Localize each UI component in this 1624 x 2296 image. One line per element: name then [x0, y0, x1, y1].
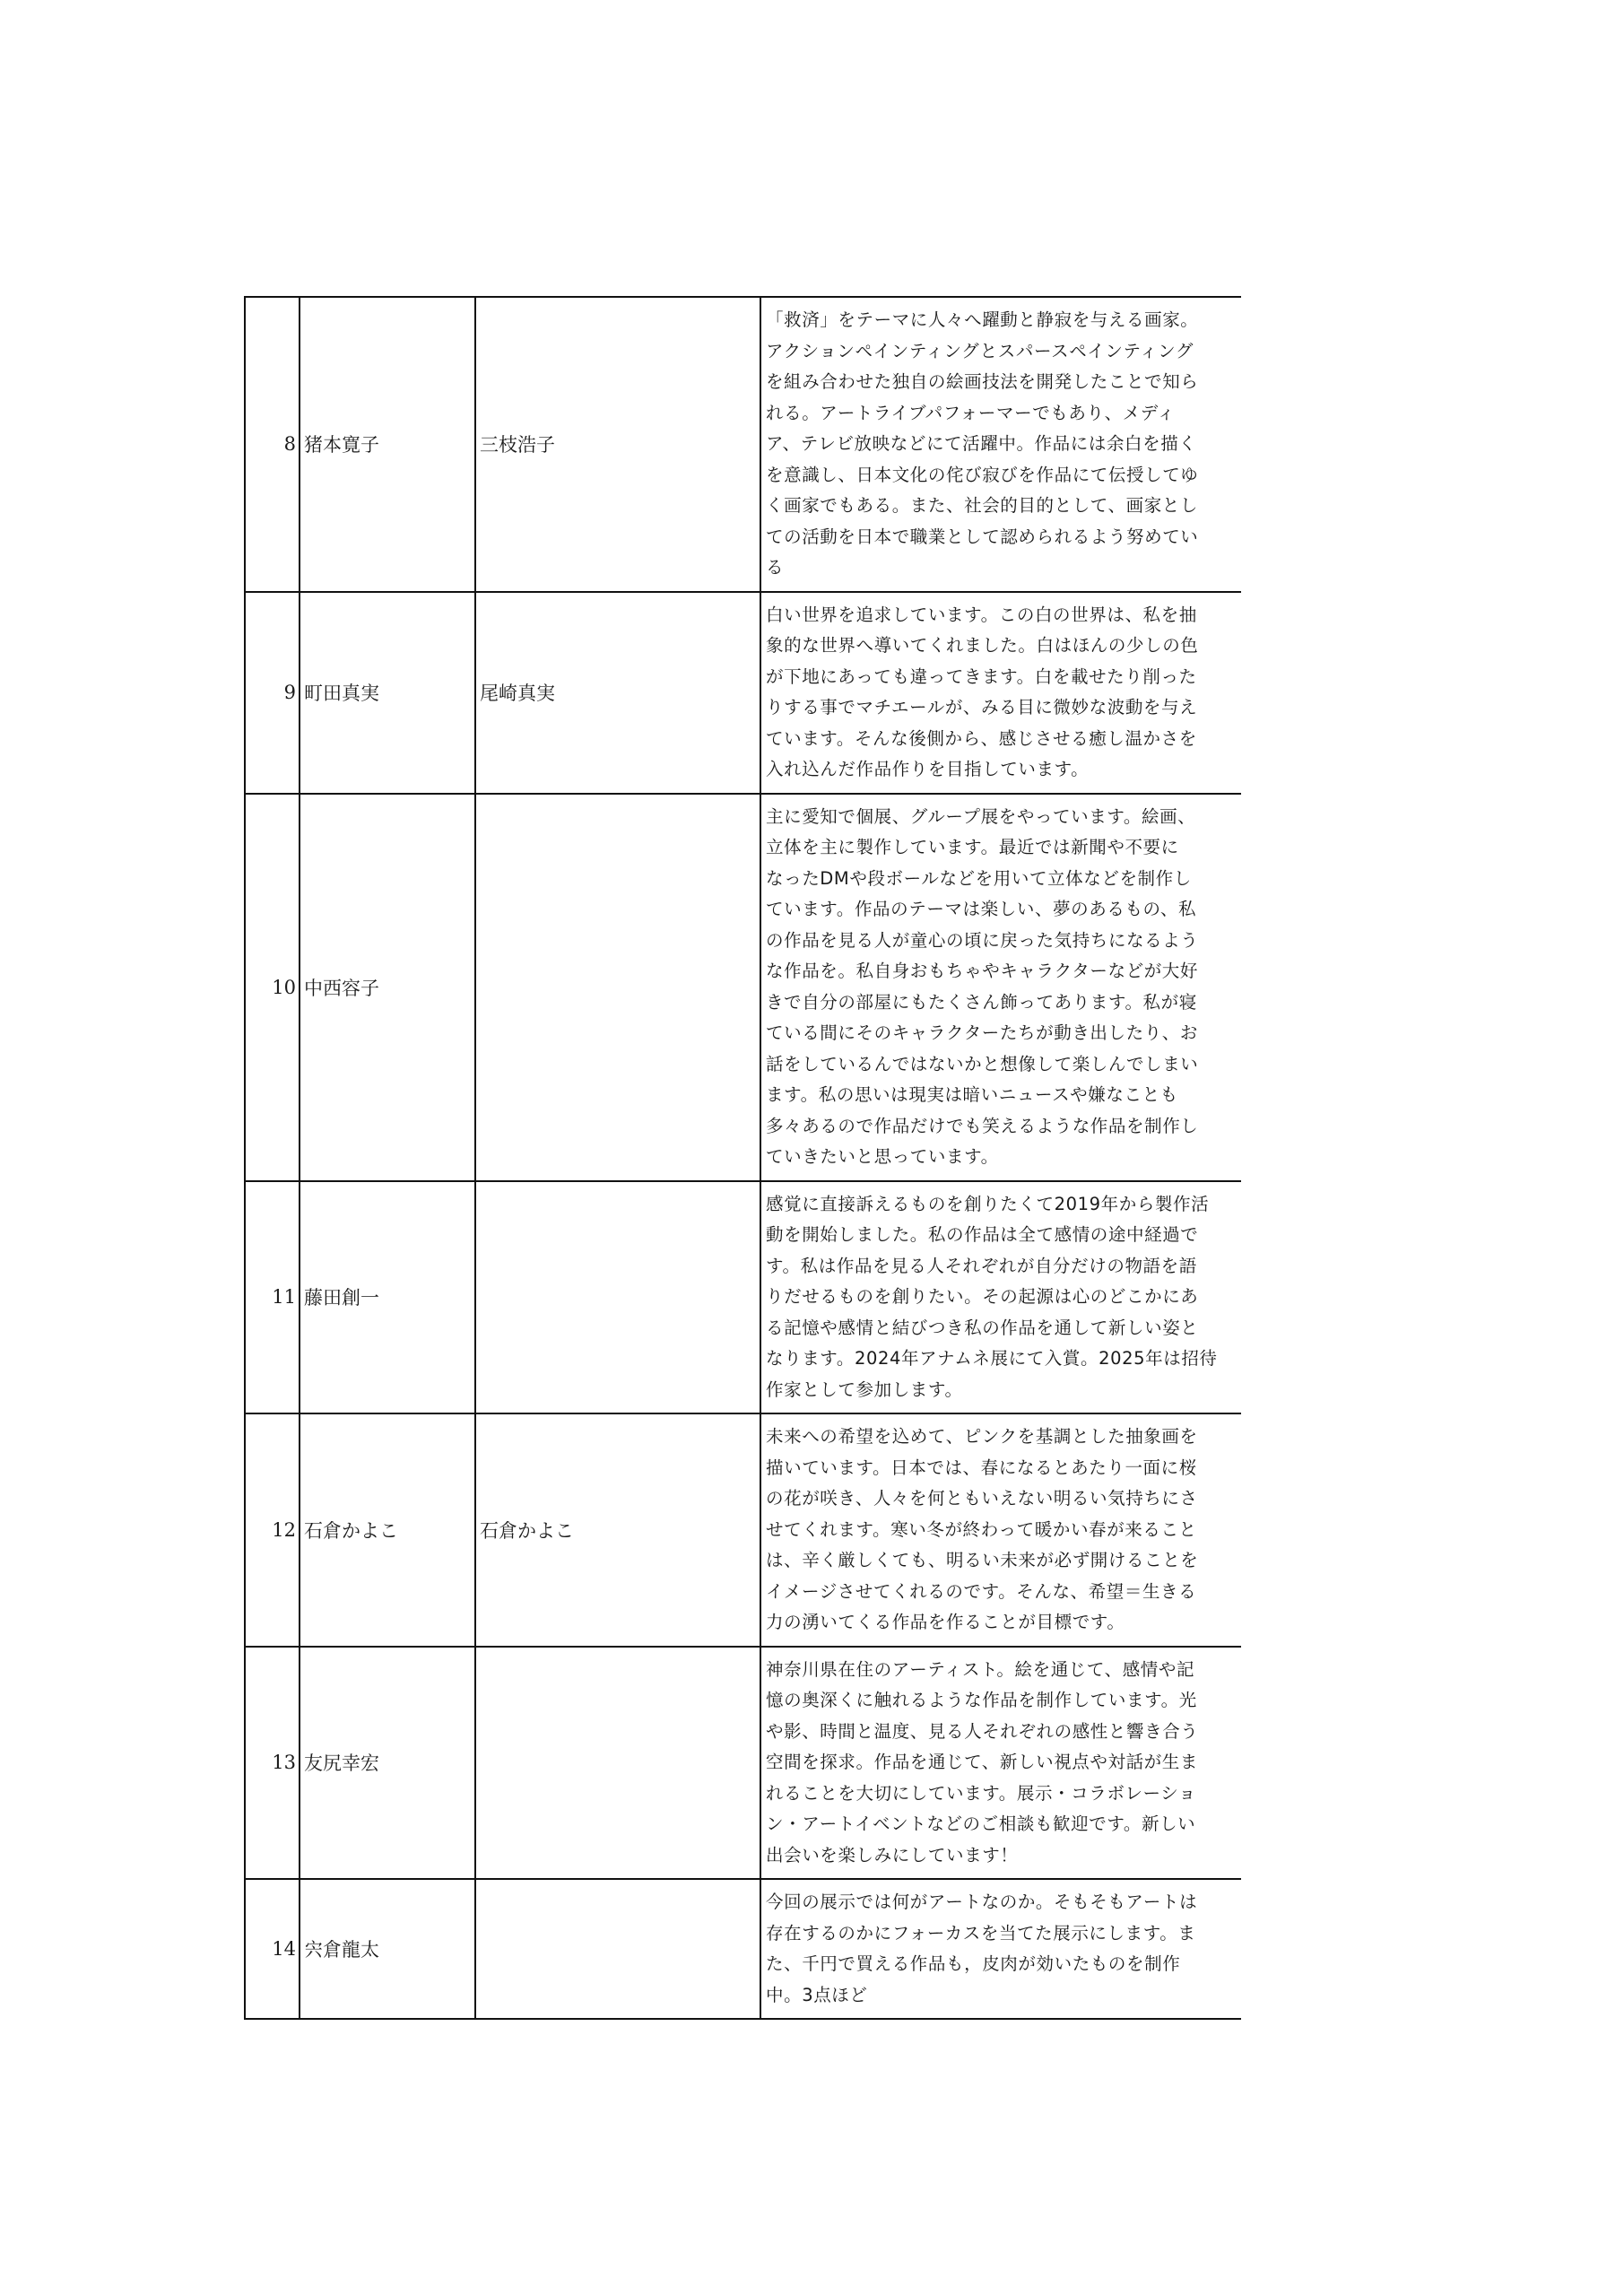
table-row	[245, 297, 1241, 592]
description-line: す。私は作品を見る人それぞれが自分だけの物語を語	[766, 1255, 1197, 1276]
description-line: ていきたいと思っています。	[766, 1146, 999, 1167]
description-line: 白い世界を追求しています。この白の世界は、私を抽	[766, 604, 1197, 625]
artist-table-body	[245, 297, 1241, 2019]
description-line: を組み合わせた独自の絵画技法を開発したことで知ら	[766, 371, 1199, 392]
description-line: なったDMや段ボールなどを用いて立体などを制作し	[766, 867, 1192, 889]
description-line: 多々あるので作品だけでも笑えるような作品を制作し	[766, 1115, 1199, 1136]
description-line: 作家として参加します。	[766, 1378, 963, 1400]
row-number: 9	[245, 592, 300, 794]
description-line: ています。そんな後側から、感じさせる癒し温かさを	[766, 727, 1197, 749]
artist-description	[760, 1413, 1241, 1647]
artist-alias	[475, 1647, 760, 1880]
artist-description	[760, 592, 1241, 794]
description-line: 空間を探求。作品を通じて、新しい視点や対話が生ま	[766, 1752, 1199, 1772]
description-line: 入れ込んだ作品作りを目指しています。	[766, 759, 1090, 779]
description-line: や影、時間と温度、見る人それぞれの感性と響き合う	[766, 1720, 1199, 1742]
artist-description	[760, 1181, 1241, 1414]
description-line: る	[766, 557, 785, 578]
table-row	[245, 1413, 1241, 1647]
row-number: 14	[245, 1879, 300, 2019]
table-row	[245, 1647, 1241, 1880]
artist-name: 中西容子	[300, 794, 475, 1181]
description-line: きで自分の部屋にもたくさん飾ってあります。私が寝	[766, 991, 1197, 1013]
description-line: 憶の奥深くに触れるような作品を制作しています。光	[766, 1690, 1197, 1710]
description-line: 出会いを楽しみにしています！	[766, 1844, 1019, 1866]
description-line: 感覚に直接訴えるものを創りたくて2019年から製作活	[766, 1193, 1210, 1214]
artist-alias	[475, 1879, 760, 2019]
row-number: 10	[245, 794, 300, 1181]
row-number: 8	[245, 297, 300, 592]
table-row	[245, 1879, 1241, 2019]
table-row	[245, 794, 1241, 1181]
description-line: ア、テレビ放映などにて活躍中。作品には余白を描く	[766, 433, 1197, 454]
description-line: なります。2024年アナムネ展にて入賞。2025年は招待	[766, 1348, 1218, 1369]
description-line: 描いています。日本では、春になるとあたり一面に桜	[766, 1457, 1197, 1478]
table-row	[245, 592, 1241, 794]
artist-description	[760, 794, 1241, 1181]
description-line: 象的な世界へ導いてくれました。白はほんの少しの色	[766, 635, 1199, 656]
artist-name: 石倉かよこ	[300, 1413, 475, 1647]
description-line: 中。3点ほど	[766, 1984, 868, 2005]
description-line: りする事でマチエールが、みる目に微妙な波動を与え	[766, 697, 1198, 718]
artist-name: 猪本寛子	[300, 297, 475, 592]
artist-alias	[475, 794, 760, 1181]
description-line: の花が咲き、人々を何ともいえない明るい気持ちにさ	[766, 1488, 1198, 1509]
description-line: た、千円で買える作品も，皮肉が効いたものを制作	[766, 1953, 1181, 1974]
artist-name: 宍倉龍太	[300, 1879, 475, 2019]
row-number: 13	[245, 1647, 300, 1880]
description-line: 動を開始しました。私の作品は全て感情の途中経過で	[766, 1224, 1199, 1245]
table-row	[245, 1181, 1241, 1414]
artist-name: 藤田創一	[300, 1181, 475, 1414]
description-line: 今回の展示では何がアートなのか。そもそもアートは	[766, 1892, 1198, 1912]
description-line: な作品を。私自身おもちゃやキャラクターなどが大好	[766, 961, 1199, 981]
description-line: る記憶や感情と結びつき私の作品を通して新しい姿と	[766, 1317, 1199, 1338]
description-line: 「救済」をテーマに人々へ躍動と静寂を与える画家。	[766, 309, 1199, 330]
description-line: 力の湧いてくる作品を作ることが目標です。	[766, 1612, 1125, 1632]
artist-name: 町田真実	[300, 592, 475, 794]
description-line: りだせるものを創りたい。その起源は心のどこかにあ	[766, 1286, 1199, 1307]
description-line: く画家でもある。また、社会的目的として、画家とし	[766, 495, 1199, 516]
description-line: 存在するのかにフォーカスを当てた展示にします。ま	[766, 1922, 1196, 1944]
artist-table	[244, 296, 1241, 2020]
description-line: ます。私の思いは現実は暗いニュースや嫌なことも	[766, 1084, 1178, 1105]
description-line: 立体を主に製作しています。最近では新聞や不要に	[766, 837, 1179, 857]
description-line: を意識し、日本文化の侘び寂びを作品にて伝授してゆ	[766, 464, 1199, 485]
row-number: 11	[245, 1181, 300, 1414]
description-line: ています。作品のテーマは楽しい、夢のあるもの、私	[766, 899, 1197, 919]
description-line: アクションペインティングとスパースペインティング	[766, 340, 1194, 361]
description-line: れることを大切にしています。展示・コラボレーショ	[766, 1782, 1197, 1804]
artist-alias: 三枝浩子	[475, 297, 760, 592]
description-line: ての活動を日本で職業として認められるよう努めてい	[766, 526, 1199, 547]
artist-description	[760, 1647, 1241, 1880]
artist-alias	[475, 1181, 760, 1414]
description-line: は、辛く厳しくても、明るい未来が必ず開けることを	[766, 1550, 1199, 1570]
description-line: ている間にそのキャラクターたちが動き出したり、お	[766, 1022, 1199, 1043]
artist-description	[760, 1879, 1241, 2019]
table-viewport	[244, 296, 1241, 2095]
row-number: 12	[245, 1413, 300, 1647]
description-line: れる。アートライブパフォーマーでもあり、メディ	[766, 402, 1176, 423]
artist-alias: 尾崎真実	[475, 592, 760, 794]
description-line: ン・アートイベントなどのご相談も歓迎です。新しい	[766, 1813, 1196, 1834]
artist-description	[760, 297, 1241, 592]
artist-name: 友尻幸宏	[300, 1647, 475, 1880]
artist-alias: 石倉かよこ	[475, 1413, 760, 1647]
description-line: 神奈川県在住のアーティスト。絵を通じて、感情や記	[766, 1658, 1195, 1680]
description-line: の作品を見る人が童心の頃に戻った気持ちになるよう	[766, 929, 1199, 951]
description-line: 話をしているんではないかと想像して楽しんでしまい	[766, 1053, 1199, 1074]
description-line: 主に愛知で個展、グループ展をやっています。絵画、	[766, 805, 1196, 827]
description-line: 未来への希望を込めて、ピンクを基調とした抽象画を	[766, 1426, 1198, 1447]
description-line: せてくれます。寒い冬が終わって暖かい春が来ること	[766, 1518, 1197, 1540]
description-line: イメージさせてくれるのです。そんな、希望＝生きる	[766, 1580, 1197, 1602]
description-line: が下地にあっても違ってきます。白を載せたり削った	[766, 665, 1197, 687]
